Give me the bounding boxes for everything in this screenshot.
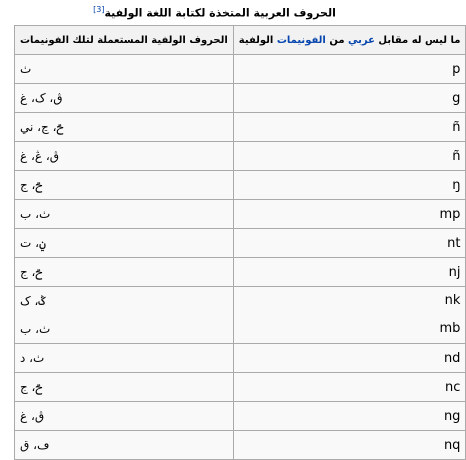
arabic-letters-cell: ٺ، د: [15, 344, 234, 373]
header-phonemes: [233, 26, 466, 55]
phoneme-cell: ng: [233, 402, 466, 431]
phoneme-cell: nq: [233, 431, 466, 460]
arabic-letters-cell: ݗ، ج: [15, 258, 234, 287]
header-phonemes-mid: من: [325, 34, 348, 46]
table-row: [15, 258, 466, 287]
phoneme-cell: nc: [233, 373, 466, 402]
phoneme-cell: [233, 287, 466, 344]
arabic-letters-cell: ݗ، ج: [15, 373, 234, 402]
caption-reference-link[interactable]: [3]: [93, 5, 105, 14]
table-row: [15, 373, 466, 402]
phoneme-table: [14, 25, 466, 460]
arabic-letters-cell: ٺ، ب: [15, 200, 234, 229]
phoneme-cell: ñ: [233, 142, 466, 171]
table-row: [15, 171, 466, 200]
phoneme-cell: ŋ: [233, 171, 466, 200]
arabic-letters-line: ٺ، ب: [20, 322, 51, 336]
header-link-phonemes[interactable]: الفونيمات: [276, 34, 326, 46]
table-row: [15, 84, 466, 113]
table-row: [15, 229, 466, 258]
header-phonemes-pre: ما ليس له مقابل: [374, 34, 461, 46]
arabic-letters-cell: ڨ، ک، غ: [15, 84, 234, 113]
table-row: [15, 55, 466, 84]
phoneme-line: nk: [444, 293, 461, 308]
header-link-arabic[interactable]: عربي: [348, 34, 375, 46]
phoneme-line: mb: [439, 321, 461, 336]
phoneme-cell: p: [233, 55, 466, 84]
arabic-letters-cell: ݗ، ج: [15, 171, 234, 200]
arabic-letters-cell: ݧ، ت: [15, 229, 234, 258]
caption-title: الحروف العربية المتخذة لكتابة اللغة الولفية: [104, 6, 336, 20]
arabic-letters-cell: [15, 287, 234, 344]
phoneme-cell: ñ: [233, 113, 466, 142]
header-arabic-letters: الحروف الولفية المستعملة لتلك الفونيمات: [15, 26, 234, 55]
arabic-letters-cell: ݗ، ڃ، ني: [15, 113, 234, 142]
phoneme-cell: nd: [233, 344, 466, 373]
table-row-merged: [15, 287, 466, 344]
table-caption: [0, 3, 429, 21]
arabic-letters-cell: ڨ، غ: [15, 402, 234, 431]
phoneme-cell: nt: [233, 229, 466, 258]
arabic-letters-cell: ٺ: [15, 55, 234, 84]
table-row: [15, 402, 466, 431]
table-header-row: [15, 26, 466, 55]
phoneme-cell: nj: [233, 258, 466, 287]
table-row: [15, 200, 466, 229]
header-phonemes-post: الولفية: [238, 34, 277, 46]
phoneme-cell: g: [233, 84, 466, 113]
phoneme-cell: mp: [233, 200, 466, 229]
arabic-letters-cell: ڨ، ڠ، غ: [15, 142, 234, 171]
table-row: [15, 113, 466, 142]
arabic-letters-line: ݣ، ک: [20, 294, 46, 308]
table-row: [15, 431, 466, 460]
arabic-letters-cell: ڡ، ق: [15, 431, 234, 460]
table-row: [15, 344, 466, 373]
table-row: [15, 142, 466, 171]
